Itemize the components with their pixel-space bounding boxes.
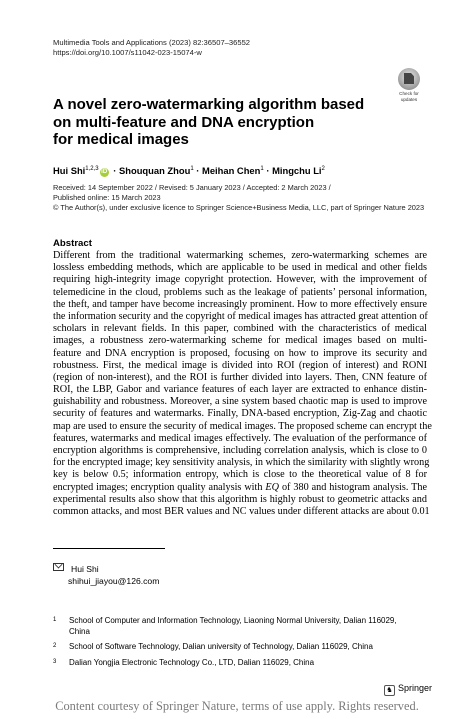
- affiliation: [53, 657, 423, 668]
- published-online: Published online: 15 March 2023: [53, 193, 161, 202]
- copyright-notice: © The Author(s), under exclusive licence to Springer Science+Business Media, LLC, part of Springer Nature 2023: [53, 203, 425, 212]
- abstract-line: key is below 0.5; information entropy, which is close to the theoretical value of 8 for: [53, 469, 427, 481]
- abstract-line: encrypted images; encryption quality analysis with EQ of 380 and histogram analysis. The: [53, 481, 427, 493]
- doi-link[interactable]: https://doi.org/10.1007/s11042-023-15074-w: [53, 48, 202, 57]
- publisher-name: Springer: [398, 683, 433, 693]
- affiliation-text: School of Software Technology, Dalian university of Technology, Dalian 116029, China: [69, 642, 373, 651]
- abstract-line: scholars in relevant fields. In this paper, combined with the characteristics of medical: [53, 323, 427, 335]
- author-list: [53, 165, 325, 177]
- springer-horse-icon: ♞: [384, 685, 395, 696]
- author-affil-sup: 1: [260, 165, 264, 172]
- affiliation-text: Dalian Yongjia Electronic Technology Co., LTD, Dalian 116029, China: [69, 658, 315, 667]
- title-line: on multi-feature and DNA encryption: [53, 113, 315, 131]
- author-affil-sup: 1: [190, 165, 194, 172]
- courtesy-watermark: Content courtesy of Springer Nature, terms of use apply. Rights reserved.: [55, 699, 419, 713]
- envelope-icon: [53, 563, 64, 571]
- affiliation: [53, 641, 423, 652]
- abstract-line: map are used to ensure the security of medical images. The proposed scheme can encrypt the: [53, 420, 432, 432]
- author-affil-sup: 1,2,3: [85, 165, 99, 172]
- orcid-icon[interactable]: iD: [101, 169, 108, 175]
- author-separator: ·: [196, 165, 200, 176]
- author-affil-sup: 2: [321, 165, 325, 172]
- abstract-line: security of features and watermarks. Finally, DNA-based encryption, Zig-Zag and chaotic: [53, 408, 427, 420]
- abstract-line: common attacks, and most BER values and NC values under different attacks are about 0.01: [53, 505, 430, 517]
- affiliation-number: 3: [53, 659, 57, 665]
- abstract-line: telemedicine in the cloud, problems such as the leakage of patients’ personal information,: [53, 286, 427, 298]
- abstract-heading: Abstract: [53, 238, 92, 249]
- author-separator: ·: [113, 165, 117, 176]
- title-line: for medical images: [53, 131, 189, 148]
- abstract-line: robustness. First, the medical image is divided into ROI (region of interest) and RONI: [53, 359, 427, 371]
- check-for-updates-button[interactable]: [394, 68, 424, 102]
- affiliation-number: 2: [53, 643, 57, 649]
- abstract-line: for the encrypted image; key sensitivity analysis, in which the similarity with slightly wrong: [53, 457, 430, 469]
- abstract-line: (region of non-interest), and the ROI is further divided into layers. Then, CNN feature of: [53, 371, 427, 383]
- affiliation-text: School of Computer and Information Technology, Liaoning Normal University, Dalian 116029, China: [69, 616, 397, 636]
- title-line: A novel zero-watermarking algorithm based: [53, 96, 365, 113]
- abstract-line: the theft, and tamper have become increasingly prominent. How to more effectively ensure: [53, 298, 427, 310]
- abstract-body: [53, 250, 432, 518]
- check-updates-label-1: Check for: [399, 91, 419, 96]
- abstract-line: encryption algorithms is comprehensive, including correlation analysis, which is close to 0: [53, 445, 427, 456]
- check-updates-label-2: updates: [400, 97, 418, 102]
- abstract-emphasis: EQ: [265, 481, 279, 493]
- article-dates: Received: 14 September 2022 / Revised: 5 January 2023 / Accepted: 2 March 2023 /: [53, 183, 331, 192]
- abstract-line: features, watermarks and medical images effectively. The evaluation of the performance of: [53, 432, 427, 444]
- author-name[interactable]: Meihan Chen: [202, 165, 261, 176]
- abstract-line: guishability and robustness. Moreover, a sine system based chaotic map is used to improve: [53, 396, 427, 408]
- paper-title: [53, 96, 365, 149]
- journal-header: [53, 38, 250, 58]
- correspondence: [53, 563, 159, 587]
- corresponding-email-link[interactable]: shihui_jiayou@126.com: [68, 576, 160, 586]
- abstract-line: images, a robustness zero-watermarking scheme for medical images based on multi-: [53, 335, 427, 347]
- author-name[interactable]: Mingchu Li: [272, 165, 322, 176]
- abstract-line: Different from the traditional watermarking schemes, zero-watermarking schemes are: [53, 250, 427, 261]
- abstract-line: requiring high-integrity image copyright protection. However, with the improvement of: [53, 274, 427, 286]
- article-history: [53, 183, 424, 213]
- affiliation: [53, 615, 423, 637]
- affiliation-number: 1: [53, 617, 57, 623]
- author-name[interactable]: Shouquan Zhou: [119, 165, 191, 176]
- abstract-line: lossless embedding methods, which are applicable to be used in medical and other fields: [53, 262, 427, 274]
- author-name[interactable]: Hui Shi: [53, 165, 86, 176]
- abstract-line: feature and DNA encryption is proposed, focusing on how to improve its security and: [53, 347, 427, 359]
- abstract-line: experimental results also show that this algorithm is highly robust to geometric attacks and: [53, 493, 427, 505]
- check-updates-icon: [398, 68, 420, 90]
- abstract-line: the information security and the copyright of medical images has attracted great attention of: [53, 310, 428, 322]
- footnote-divider: [53, 548, 165, 549]
- journal-citation: Multimedia Tools and Applications (2023) 82:36507–36552: [53, 38, 251, 47]
- author-separator: ·: [266, 165, 270, 176]
- publisher-logo: [384, 683, 432, 696]
- abstract-line: ROI, the LBP, Gabor and variance features of each layer are extracted to enhance distin-: [53, 384, 427, 396]
- corresponding-author-name: Hui Shi: [71, 564, 99, 574]
